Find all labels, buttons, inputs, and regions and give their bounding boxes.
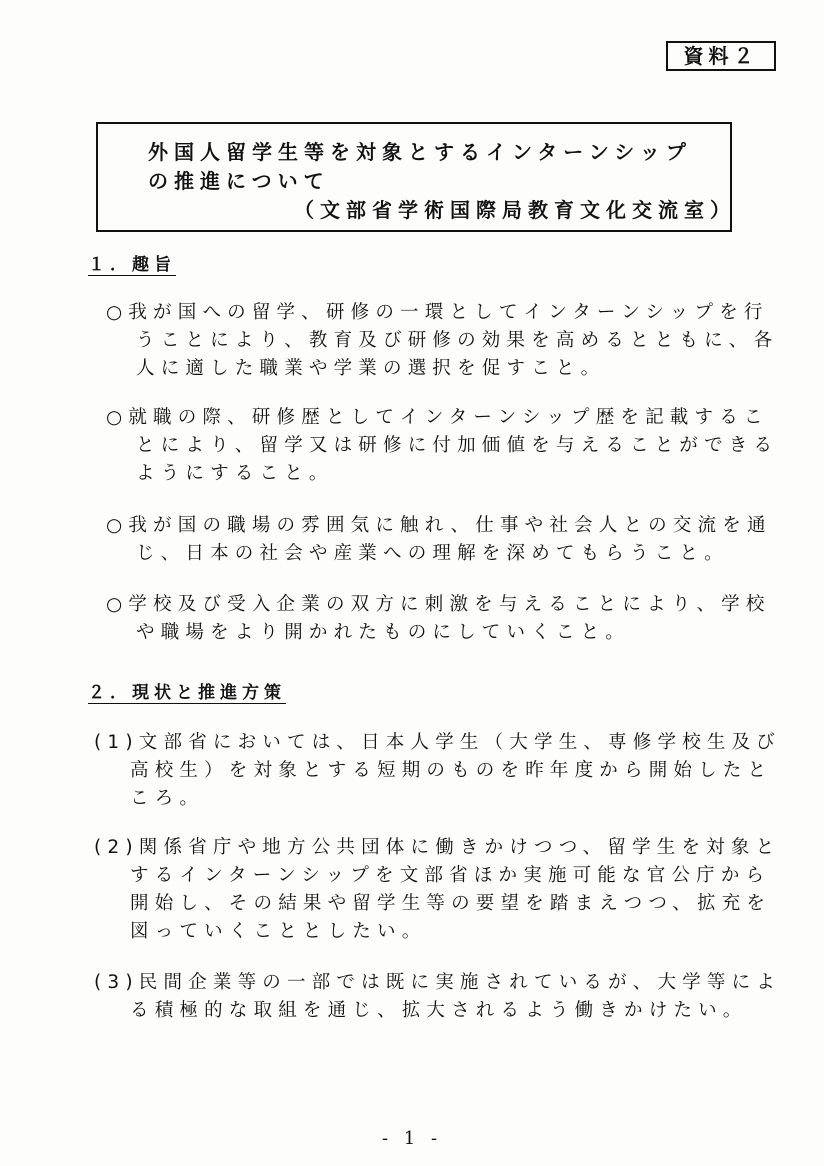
paragraph-line: (2)関係省庁や地方公共団体に働きかけつつ、留学生を対象と — [94, 837, 781, 858]
paragraph-line: (1)文部省においては、日本人学生（大学生、専修学校生及び — [94, 732, 782, 753]
section-1-item-2 — [106, 404, 779, 488]
document-label: 資料２ — [666, 41, 776, 71]
title-line-1: 外国人留学生等を対象とするインターンシップ — [148, 140, 692, 164]
paragraph-line: 高校生）を対象とする短期のものを昨年度から開始したと — [130, 760, 773, 781]
section-1-item-4 — [106, 591, 771, 647]
paragraph-line: 開始し、その結果や留学生等の要望を踏まえつつ、拡充を — [130, 893, 772, 914]
paragraph-line: ○我が国の職場の雰囲気に触れ、仕事や社会人との交流を通 — [106, 515, 772, 536]
paragraph-line: ころ。 — [130, 788, 205, 809]
section-2-item-1 — [94, 729, 782, 813]
paragraph-line: る積極的な取組を通じ、拡大されるよう働きかけたい。 — [130, 1000, 748, 1021]
paragraph-line: 図っていくこととしたい。 — [130, 921, 427, 942]
paragraph-line: ようにすること。 — [136, 463, 334, 484]
section-1-item-3 — [106, 512, 772, 568]
paragraph-line: ○学校及び受入企業の双方に刺激を与えることにより、学校 — [106, 594, 771, 615]
paragraph-line: じ、日本の社会や産業への理解を深めてもらうこと。 — [136, 543, 729, 564]
paragraph-line: 人に適した職業や学業の選択を促すこと。 — [136, 358, 606, 379]
title-author: （文部省学術国際局教育文化交流室） — [294, 198, 736, 222]
section-2-item-3 — [94, 969, 782, 1025]
section-2-item-2 — [94, 834, 781, 946]
paragraph-line: (3)民間企業等の一部では既に実施されているが、大学等によ — [94, 972, 782, 993]
paragraph-line: や職場をより開かれたものにしていくこと。 — [136, 622, 631, 643]
page-number: - 1 - — [381, 1128, 443, 1149]
title-box — [96, 122, 736, 232]
paragraph-line: ○就職の際、研修歴としてインターンシップ歴を記載するこ — [106, 407, 769, 428]
paragraph-line: するインターンシップを文部省ほか実施可能な官公庁から — [130, 865, 771, 886]
paragraph-line: ○我が国への留学、研修の一環としてインターンシップを行 — [106, 302, 769, 323]
title-line-2: の推進について — [148, 169, 330, 193]
section-2-heading: ２．現状と推進方策 — [88, 683, 286, 703]
section-1-item-1 — [106, 299, 779, 383]
section-1-heading: １．趣旨 — [88, 255, 176, 275]
paragraph-line: うことにより、教育及び研修の効果を高めるとともに、各 — [136, 330, 779, 351]
paragraph-line: とにより、留学又は研修に付加価値を与えることができる — [136, 435, 779, 456]
